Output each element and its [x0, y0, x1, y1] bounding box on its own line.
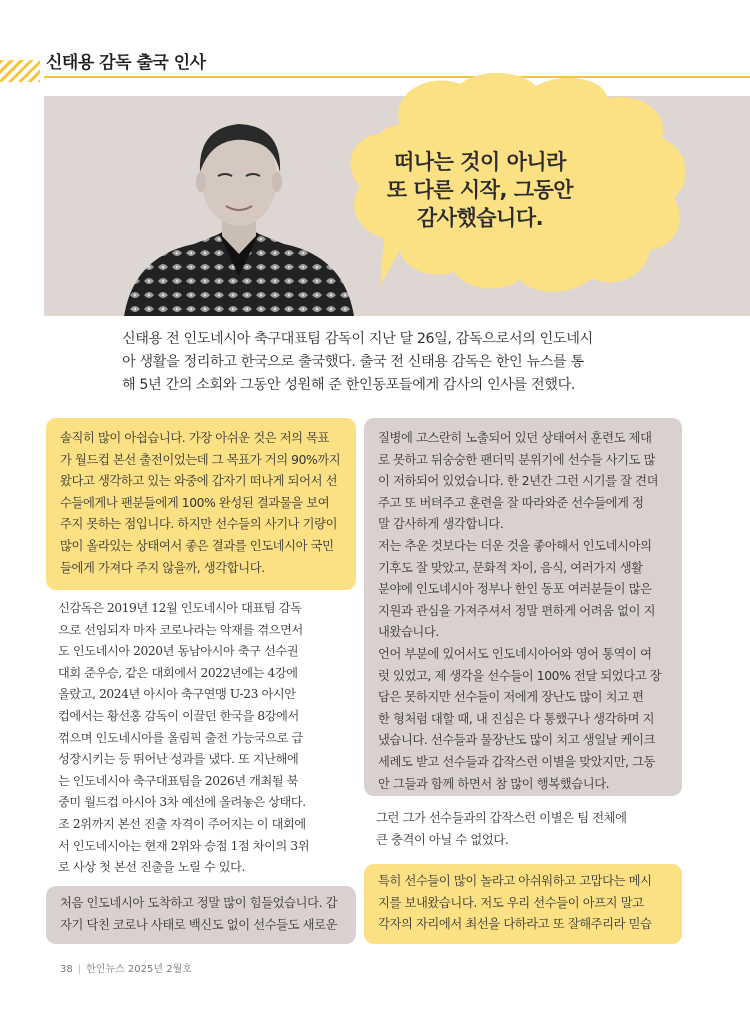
quote-line: 내왔습니다. — [378, 625, 439, 640]
quote-line: 담은 못하지만 선수들이 저에게 장난도 많이 치고 편 — [378, 690, 644, 705]
article-line: 중미 월드컵 아시아 3차 예선에 올려놓은 상태다. — [58, 795, 306, 810]
quote-line: 질병에 고스란히 노출되어 있던 상태여서 훈련도 제대 — [378, 431, 652, 445]
portrait-image — [114, 106, 364, 316]
article-line: 서 인도네시아는 현재 2위와 승점 1점 차이의 3위 — [58, 838, 310, 853]
quote-line: 지를 보내왔습니다. 저도 우리 선수들이 아프지 말고 — [378, 895, 644, 910]
quote-line: 한 형처럼 대할 때, 내 진심은 다 통했구나 생각하며 지 — [378, 711, 655, 726]
quote-line: 떠나는 것이 아니라 — [394, 150, 566, 174]
quote-line: 말 감사하게 생각합니다. — [378, 517, 504, 532]
article-line: 성장시키는 등 뛰어난 성과를 냈다. 또 지난해에 — [58, 752, 299, 767]
quote-line: 또 다른 시작, 그동안 — [386, 178, 574, 202]
quote-box-left-1 — [46, 418, 356, 590]
intro-paragraph — [122, 328, 602, 397]
footer-separator: | — [77, 964, 82, 975]
hero-quote — [380, 148, 580, 232]
article-line: 그런 그가 선수들과의 갑작스런 이별은 팀 전체에 — [376, 811, 627, 825]
article-line: 신감독은 2019년 12월 인도네시아 대표팀 감독 — [58, 601, 302, 615]
quote-line: 로 못하고 뒤숭숭한 팬더믹 분위기에 선수들 사기도 많 — [378, 452, 656, 467]
quote-box-right-1 — [364, 418, 682, 796]
article-line: 대회 준우승, 같은 대회에서 2022년에는 4강에 — [58, 665, 298, 680]
quote-line: 수들에게나 팬분들에게 100% 완성된 결과물을 보여 — [60, 495, 330, 510]
article-line: 큰 충격이 아닐 수 없었다. — [376, 832, 509, 847]
quote-line: 이 저하되어 있었습니다. 한 2년간 그런 시기를 잘 견뎌 — [378, 474, 659, 489]
article-body-left — [58, 598, 350, 879]
article-line: 도 인도네시아 2020년 동남아시아 축구 선수권 — [58, 644, 299, 659]
quote-line: 감사했습니다. — [416, 206, 544, 230]
quote-line: 많이 올라있는 상태여서 좋은 결과를 인도네시아 국민 — [60, 538, 334, 553]
quote-line: 지원과 관심을 가져주셔서 정말 편하게 어려움 없이 지 — [378, 603, 656, 618]
section-title: 신태용 감독 출국 인사 — [46, 53, 206, 73]
page-footer — [60, 960, 192, 975]
publication-name: 한인뉴스 2025년 2월호 — [86, 964, 192, 975]
quote-line: 안 그들과 함께 하면서 참 많이 행복했습니다. — [378, 776, 610, 791]
article-line: 조 2위까지 본선 진출 자격이 주어지는 이 대회에 — [58, 816, 306, 831]
quote-line: 냈습니다. 선수들과 물장난도 많이 치고 생일날 케이크 — [378, 733, 656, 748]
quote-line: 각자의 자리에서 최선을 다하라고 또 잘해주리라 믿습 — [378, 917, 652, 932]
article-line: 꺾으며 인도네시아를 올림픽 출전 가능국으로 급 — [58, 730, 303, 745]
header-hatch-decoration — [0, 60, 40, 82]
quote-line: 언어 부분에 있어서도 인도네시아어와 영어 통역이 여 — [378, 646, 652, 661]
article-line: 컵에서는 황선홍 감독이 이끌던 한국을 8강에서 — [58, 708, 299, 723]
page-number: 38 — [60, 964, 73, 975]
article-line: 는 인도네시아 축구대표팀을 2026년 개최될 북 — [58, 773, 299, 788]
article-line: 으로 선임되자 마자 코로나라는 악재를 겪으면서 — [58, 622, 303, 637]
quote-line: 처음 인도네시아 도착하고 정말 많이 힘들었습니다. 갑 — [60, 896, 338, 910]
quote-line: 가 월드컵 본선 출전이었는데 그 목표가 거의 90%까지 — [60, 452, 341, 467]
quote-line: 럿 있었고, 제 생각을 선수들이 100% 전달 되었다고 장 — [378, 668, 662, 683]
quote-line: 기후도 잘 맞았고, 문화적 차이, 음식, 여러가지 생활 — [378, 560, 643, 575]
intro-line: 신태용 전 인도네시아 축구대표팀 감독이 지난 달 26일, 감독으로서의 인도네시 — [122, 331, 593, 347]
quote-line: 저는 추운 것보다는 더운 것을 좋아해서 인도네시아의 — [378, 538, 652, 553]
quote-box-right-2 — [364, 864, 682, 944]
quote-line: 왔다고 생각하고 있는 와중에 갑자기 떠나게 되어서 선 — [60, 474, 338, 489]
intro-line: 해 5년 간의 소회와 그동안 성원해 준 한인동포들에게 감사의 인사를 전했다. — [122, 377, 575, 393]
quote-line: 특히 선수들이 많이 놀라고 아쉬워하고 고맙다는 메시 — [378, 874, 652, 888]
quote-line: 솔직히 많이 아쉽습니다. 가장 아쉬운 것은 저의 목표 — [60, 431, 330, 445]
quote-line: 들에게 가져다 주지 않을까, 생각합니다. — [60, 560, 265, 575]
quote-line: 주지 못하는 점입니다. 하지만 선수들의 사기나 기량이 — [60, 517, 338, 532]
quote-line: 세례도 받고 선수들과 갑작스런 이별을 맞았지만, 그동 — [378, 754, 656, 769]
article-line: 올랐고, 2024년 아시아 축구연맹 U-23 아시안 — [58, 687, 296, 702]
intro-line: 아 생활을 정리하고 한국으로 출국했다. 출국 전 신태용 감독은 한인 뉴스를 통 — [122, 354, 584, 370]
quote-line: 주고 또 버텨주고 훈련을 잘 따라와준 선수들에게 정 — [378, 495, 644, 510]
article-line: 로 사상 첫 본선 진출을 노릴 수 있다. — [58, 860, 246, 875]
article-body-right — [376, 808, 676, 851]
quote-line: 자기 닥친 코로나 사태로 백신도 없이 선수들도 새로운 — [60, 917, 338, 932]
quote-box-left-2 — [46, 886, 356, 944]
quote-line: 분야에 인도네시아 정부나 한인 동포 여러분들이 많은 — [378, 582, 652, 597]
